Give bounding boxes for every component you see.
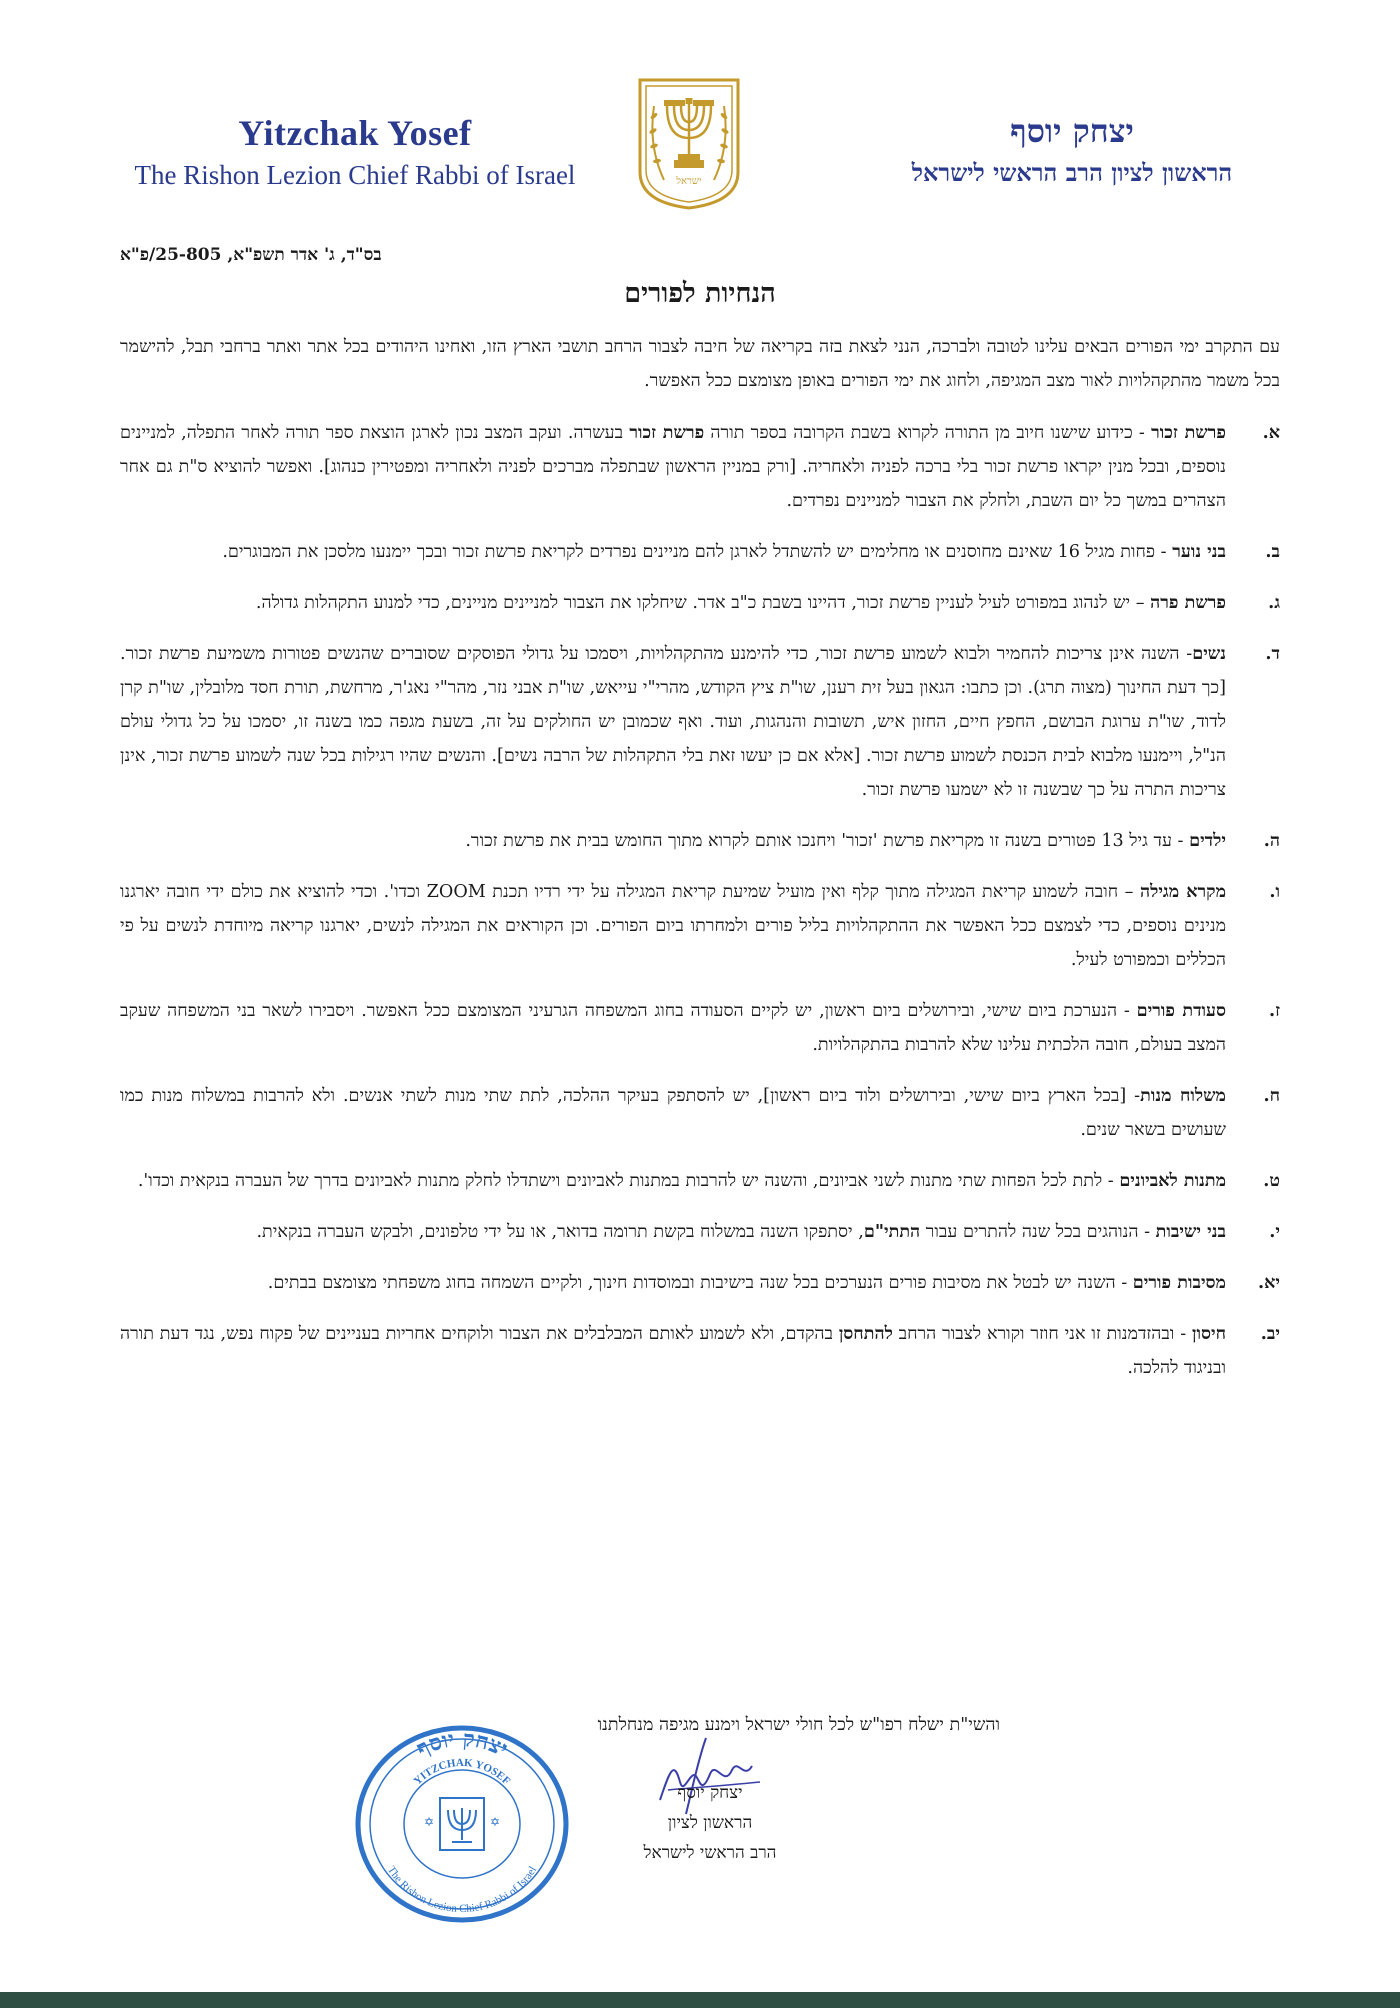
svg-text:YITZCHAK YOSEF: YITZCHAK YOSEF bbox=[411, 1756, 513, 1788]
item-text bbox=[120, 1215, 1226, 1249]
svg-text:✡: ✡ bbox=[490, 1815, 501, 1829]
document-title: הנחיות לפורים bbox=[624, 278, 776, 309]
item-body: – יש לנהוג במפורט לעיל לעניין פרשת זכור, דהיינו בשבת כ"ב אדר. שיחלקו את הצבור למניינים מניינים, כדי למנוע התקהלות גדולה. bbox=[255, 593, 1151, 613]
list-item bbox=[120, 586, 1280, 620]
letterhead-en-name: Yitzchak Yosef bbox=[238, 113, 472, 153]
item-body: - ובהזדמנות זו אני חוזר וקורא לצבור הרחב bbox=[892, 1324, 1192, 1344]
intro-paragraph: עם התקרב ימי הפורים הבאים עלינו לטובה ולברכה, הנני לצאת בזה בקריאה של חיבה לצבור הרחב תושבי הארץ הזו, ואחינו היהודים בכל אתר ואתר ברחבי תבל, להישמר בכל משמר מהתקהלויות לאור מצב המגיפה, ולחוג את ימי הפורים באופן מצומצם ככל האפשר. bbox=[120, 337, 1280, 391]
item-letter: ו. bbox=[1269, 881, 1280, 902]
item-heading: ילדים bbox=[1189, 830, 1226, 851]
item-letter: ט. bbox=[1263, 1170, 1280, 1191]
item-text bbox=[120, 535, 1226, 569]
list-item bbox=[120, 1215, 1280, 1249]
item-heading: חיסון bbox=[1191, 1323, 1226, 1344]
signature-block bbox=[610, 1770, 810, 1868]
item-text bbox=[120, 1266, 1226, 1300]
document-reference: בס"ד, ג' אדר תשפ"א, 25-805/פ"א bbox=[120, 245, 382, 265]
list-item bbox=[120, 824, 1280, 858]
item-letter: ב. bbox=[1265, 541, 1280, 562]
item-text bbox=[120, 1317, 1226, 1385]
list-item bbox=[120, 1079, 1280, 1147]
item-heading: פרשת פרה bbox=[1150, 592, 1226, 613]
item-emphasis: התתי"ם bbox=[863, 1221, 921, 1242]
letterhead-he-title: הראשון לציון הרב הראשי לישראל bbox=[911, 158, 1233, 187]
item-body-cont: בהקדם, ולא לשמוע לאותם המבלבלים את הצבור ולוקחים אחריות בעניינים של פקוח נפש, נגד דעת תורה ובניגוד להלכה. bbox=[120, 1324, 1226, 1378]
list-item bbox=[120, 875, 1280, 977]
signatory-name: יצחק יוסף bbox=[677, 1783, 743, 1803]
item-letter: י. bbox=[1269, 1221, 1280, 1242]
item-heading: נשים bbox=[1192, 643, 1226, 664]
menorah-emblem-icon bbox=[634, 76, 744, 210]
item-emphasis: פרשת זכור bbox=[629, 422, 705, 443]
item-heading: פרשת זכור bbox=[1151, 422, 1226, 443]
item-body: - הנערכת ביום שישי, ובירושלים ביום ראשון, יש לקיים הסעודה בחוג המשפחה הגרעיני המצומצם ככל האפשר. ויסבירו לשאר בני המשפחה שעקב המצב בעולם, חובה הלכתית עלינו שלא להרבות בהתקהלויות. bbox=[120, 1001, 1226, 1055]
item-body-cont: בעשרה. ועקב המצב נכון לארגן הוצאת ספר תורה לאחר התפלה, למניינים נוספים, ובכל מנין יקראו פרשת זכור בלי ברכה לפניה ולאחריה. [ורק במניין הראשון שבתפלה מברכים לפניה ולאחריה ומפטירין כנהוג]. ואפשר להוציא ס"ת גם אחר הצהרים במשך כל יום השבת, ולחלק את הצבור למניינים נפרדים. bbox=[120, 423, 1226, 511]
item-letter: יב. bbox=[1260, 1323, 1280, 1344]
item-body: - כידוע שישנו חיוב מן התורה לקרוא בשבת הקרובה בספר תורה bbox=[704, 423, 1152, 443]
item-text bbox=[120, 1079, 1226, 1147]
item-letter: ח. bbox=[1263, 1085, 1280, 1106]
item-text bbox=[120, 416, 1226, 518]
item-body: - [בכל הארץ ביום שישי, ובירושלים ולוד ביום ראשון], יש להסתפק בעיקר ההלכה, לתת שתי מנות לשתי אנשים. ולא להרבות במשלוח מנות כמו שעושים בשאר שנים. bbox=[120, 1086, 1226, 1140]
item-emphasis: להתחסן bbox=[838, 1323, 893, 1344]
item-letter: יא. bbox=[1257, 1272, 1280, 1293]
item-heading: מקרא מגילה bbox=[1139, 881, 1226, 902]
item-letter: ז. bbox=[1268, 1000, 1280, 1021]
letterhead-en-title: The Rishon Lezion Chief Rabbi of Israel bbox=[134, 160, 576, 190]
item-body: – חובה לשמוע קריאת המגילה מתוך קלף ואין מועיל שמיעת קריאת המגילה על ידי רדיו תכנת ZOOM וכדו'. וכדי להוציא את כולם ידי חובה יארגנו מנינים נוספים, כדי לצמצם ככל האפשר את ההתקהלויות בליל פורים ולמחרתו ביום הפורים. וכן הקוראים את המגילה לנשים, יארגנו קריאה מיוחדת לנשים על פי הכללים וכמפורט לעיל. bbox=[120, 882, 1226, 970]
item-body: - הנוהגים בכל שנה להתרים עבור bbox=[920, 1222, 1156, 1242]
item-heading: בני נוער bbox=[1172, 541, 1226, 562]
signatory-title-2: הרב הראשי לישראל bbox=[643, 1843, 777, 1863]
official-stamp-icon bbox=[346, 1716, 578, 1926]
letterhead-english bbox=[95, 112, 615, 191]
item-letter: א. bbox=[1262, 422, 1280, 443]
letterhead-he-name: יצחק יוסף bbox=[1010, 112, 1134, 150]
item-body-cont: , יסתפקו השנה במשלוח בקשת תרומה בדואר, או על ידי טלפונים, ולבקש העברה בנקאית. bbox=[256, 1222, 864, 1242]
item-body: - עד גיל 13 פטורים בשנה זו מקריאת פרשת 'זכור' ויחנכו אותם לקרוא מתוך החומש בבית את פרשת זכור. bbox=[465, 831, 1190, 851]
list-item bbox=[120, 1317, 1280, 1385]
item-body: - השנה יש לבטל את מסיבות פורים הנערכים בכל שנה בישיבות ובמוסדות חינוך, ולקיים השמחה בחוג משפחתי מצומצם בבתים. bbox=[267, 1273, 1133, 1293]
list-item bbox=[120, 1266, 1280, 1300]
item-body: - פחות מגיל 16 שאינם מחוסנים או מחלימים יש להשתדל לארגן להם מניינים נפרדים לקריאת פרשת זכור ובכך יימנעו מלסכן את המבוגרים. bbox=[222, 542, 1173, 562]
svg-text:יצחק יוסף: יצחק יוסף bbox=[412, 1725, 513, 1763]
item-heading: סעודת פורים bbox=[1136, 1000, 1226, 1021]
item-heading: מסיבות פורים bbox=[1132, 1272, 1226, 1293]
svg-text:The Rishon Lezion Chief Rabbi: The Rishon Lezion Chief Rabbi of Israel bbox=[384, 1864, 540, 1916]
item-letter: ד. bbox=[1265, 643, 1280, 664]
item-body: - השנה אינן צריכות להחמיר ולבוא לשמוע פרשת זכור, כדי להימנע מהתקהלויות, ויסמכו על גדולי הפוסקים שסוברים שהנשים פטורות משמיעת פרשת זכור. [כך דעת החינוך (מצוה תרג). וכן כתבו: הגאון בעל זית רענן, שו"ת ציץ הקודש, מהרי"י עייאש, שו"ת אבני נזר, מהר"י נאג'ר, מרחשת, תורת חסד מלובלין, שו"ת קרן לדוד, שו"ת ערוגת הבושם, החפץ חיים, החזון איש, תשובות והנהגות, ועוד. ואף שכמובן יש החולקים על זה, בשעת מגפה כמו בשנה זו, יסמכו על כל גדולי עולם הנ"ל, ויימנעו מלבוא לבית הכנסת לשמוע פרשת זכור. [אלא אם כן יעשו זאת בלי התקהלות של הרבה נשים]. והנשים שהיו רגילות בכל שנה לשמוע פרשת זכור, אינן צריכות התרה על כך שבשנה זו לא ישמעו פרשת זכור. bbox=[120, 644, 1226, 800]
svg-text:ישראל: ישראל bbox=[676, 176, 702, 187]
item-letter: ג. bbox=[1268, 592, 1280, 613]
list-item bbox=[120, 637, 1280, 807]
item-letter: ה. bbox=[1263, 830, 1280, 851]
letterhead-hebrew bbox=[842, 112, 1302, 188]
item-text bbox=[120, 1164, 1226, 1198]
list-item bbox=[120, 1164, 1280, 1198]
item-heading: בני ישיבות bbox=[1155, 1221, 1226, 1242]
item-heading: משלוח מנות bbox=[1140, 1085, 1226, 1106]
item-body: - לתת לכל הפחות שתי מתנות לשני אביונים, והשנה יש להרבות במתנות לאביונים וישתדלו לחלק מתנות לאביונים בדרך של העברה בנקאית וכדו'. bbox=[137, 1171, 1120, 1191]
list-item bbox=[120, 535, 1280, 569]
item-text bbox=[120, 875, 1226, 977]
item-text bbox=[120, 994, 1226, 1062]
closing-blessing: והשי"ת ישלח רפו"ש לכל חולי ישראל וימנע מגיפה מנחלתנו bbox=[597, 1715, 1000, 1735]
item-heading: מתנות לאביונים bbox=[1119, 1170, 1226, 1191]
signatory-title-1: הראשון לציון bbox=[667, 1813, 753, 1833]
bottom-bar bbox=[0, 1992, 1400, 2008]
item-text bbox=[120, 824, 1226, 858]
document-body bbox=[120, 330, 1280, 1402]
item-text bbox=[120, 586, 1226, 620]
svg-text:✡: ✡ bbox=[424, 1815, 435, 1829]
item-text bbox=[120, 637, 1226, 807]
list-item bbox=[120, 416, 1280, 518]
list-item bbox=[120, 994, 1280, 1062]
